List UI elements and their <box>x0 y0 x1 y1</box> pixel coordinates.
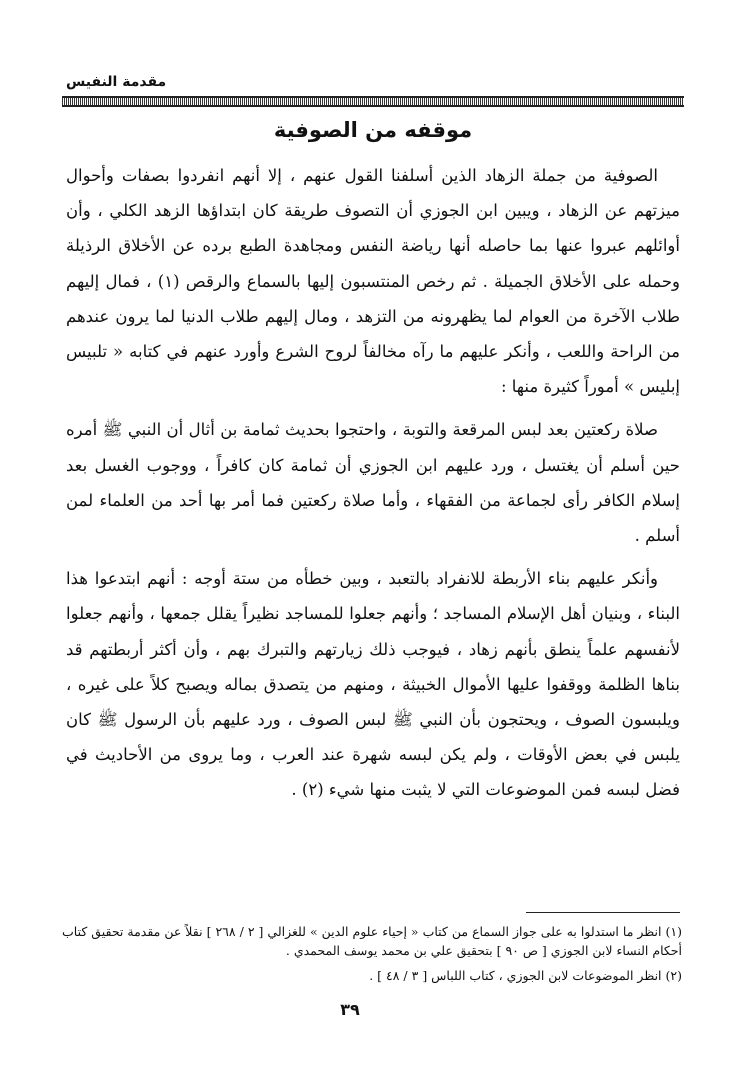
footnote: (٢) انظر الموضوعات لابن الجوزي ، كتاب اللباس [ ٣ / ٤٨ ] . <box>369 968 682 983</box>
paragraph: صلاة ركعتين بعد لبس المرقعة والتوبة ، واحتجوا بحديث ثمامة بن أثال أن النبي ﷺ أمره حين أسلم أن يغتسل ، ورد عليهم ابن الجوزي أن ثمامة كان كافراً ، ووجوب الغسل بعد إسلام الكافر رأى لجماعة من الفقهاء ، وأما صلاة ركعتين فما أمر بها أحد من العلماء لمن أسلم . <box>66 420 680 546</box>
page-number: ٣٩ <box>340 1000 360 1019</box>
running-header-title: مقدمة النفيس <box>66 74 167 90</box>
body-text <box>66 158 680 816</box>
header-rule <box>62 96 684 107</box>
section-title: موقفه من الصوفية <box>273 118 473 142</box>
footnote-separator <box>526 912 680 913</box>
paragraph: الصوفية من جملة الزهاد الذين أسلفنا القول عنهم ، إلا أنهم انفردوا بصفات وأحوال ميزتهم عن الزهاد ، ويبين ابن الجوزي أن التصوف طريقة كان ابتداؤها الزهد الكلي ، وأن أوائلهم عبروا عنها بما حاصله أنها رياضة النفس ومجاهدة الطبع برده عن الأخلاق الرذيلة وحمله على الأخلاق الجميلة . ثم رخص المنتسبون إليها بالسماع والرقص (١) ، فمال إليهم طلاب الآخرة من العوام لما يظهرونه من التزهد ، ومال إليهم طلاب الدنيا لما يرون عندهم من الراحة واللعب ، وأنكر عليهم ما رآه مخالفاً لروح الشرع وأورد عنهم في كتابه « تلبيس إبليس » أموراً كثيرة منها : <box>66 166 680 397</box>
paragraph: وأنكر عليهم بناء الأربطة للانفراد بالتعبد ، وبين خطأه من ستة أوجه : أنهم ابتدعوا هذا البناء ، وبنيان أهل الإسلام المساجد ؛ وأنهم جعلوا للمساجد نظيراً يقلل جمعها ، وأنهم جعلوا لأنفسهم علماً ينطق بأنهم زهاد ، فيوجب ذلك زيارتهم والتبرك بهم ، وأن أكثر أربطتهم قد بناها الظلمة ووقفوا عليها الأموال الخبيثة ، ومنهم من يتصدق بماله ويصبح كلاً على غيره ، ويلبسون الصوف ، ويحتجون بأن النبي ﷺ لبس الصوف ، ورد عليهم بأن الرسول ﷺ كان يلبس في بعض الأوقات ، ولم يكن لبسه شهرة عند العرب ، وما يروى من الأحاديث في فضل لبسه فمن الموضوعات التي لا يثبت منها شيء (٢) . <box>66 569 680 800</box>
footnote: (١) انظر ما استدلوا به على جواز السماع من كتاب « إحياء علوم الدين » للغزالي [ ٢ / ٢٦٨ ] نقلاً عن مقدمة تحقيق كتاب أحكام النساء لابن الجوزي [ ص ٩٠ ] بتحقيق علي بن محمد يوسف المحمدي . <box>62 924 682 958</box>
footnotes <box>62 922 682 991</box>
